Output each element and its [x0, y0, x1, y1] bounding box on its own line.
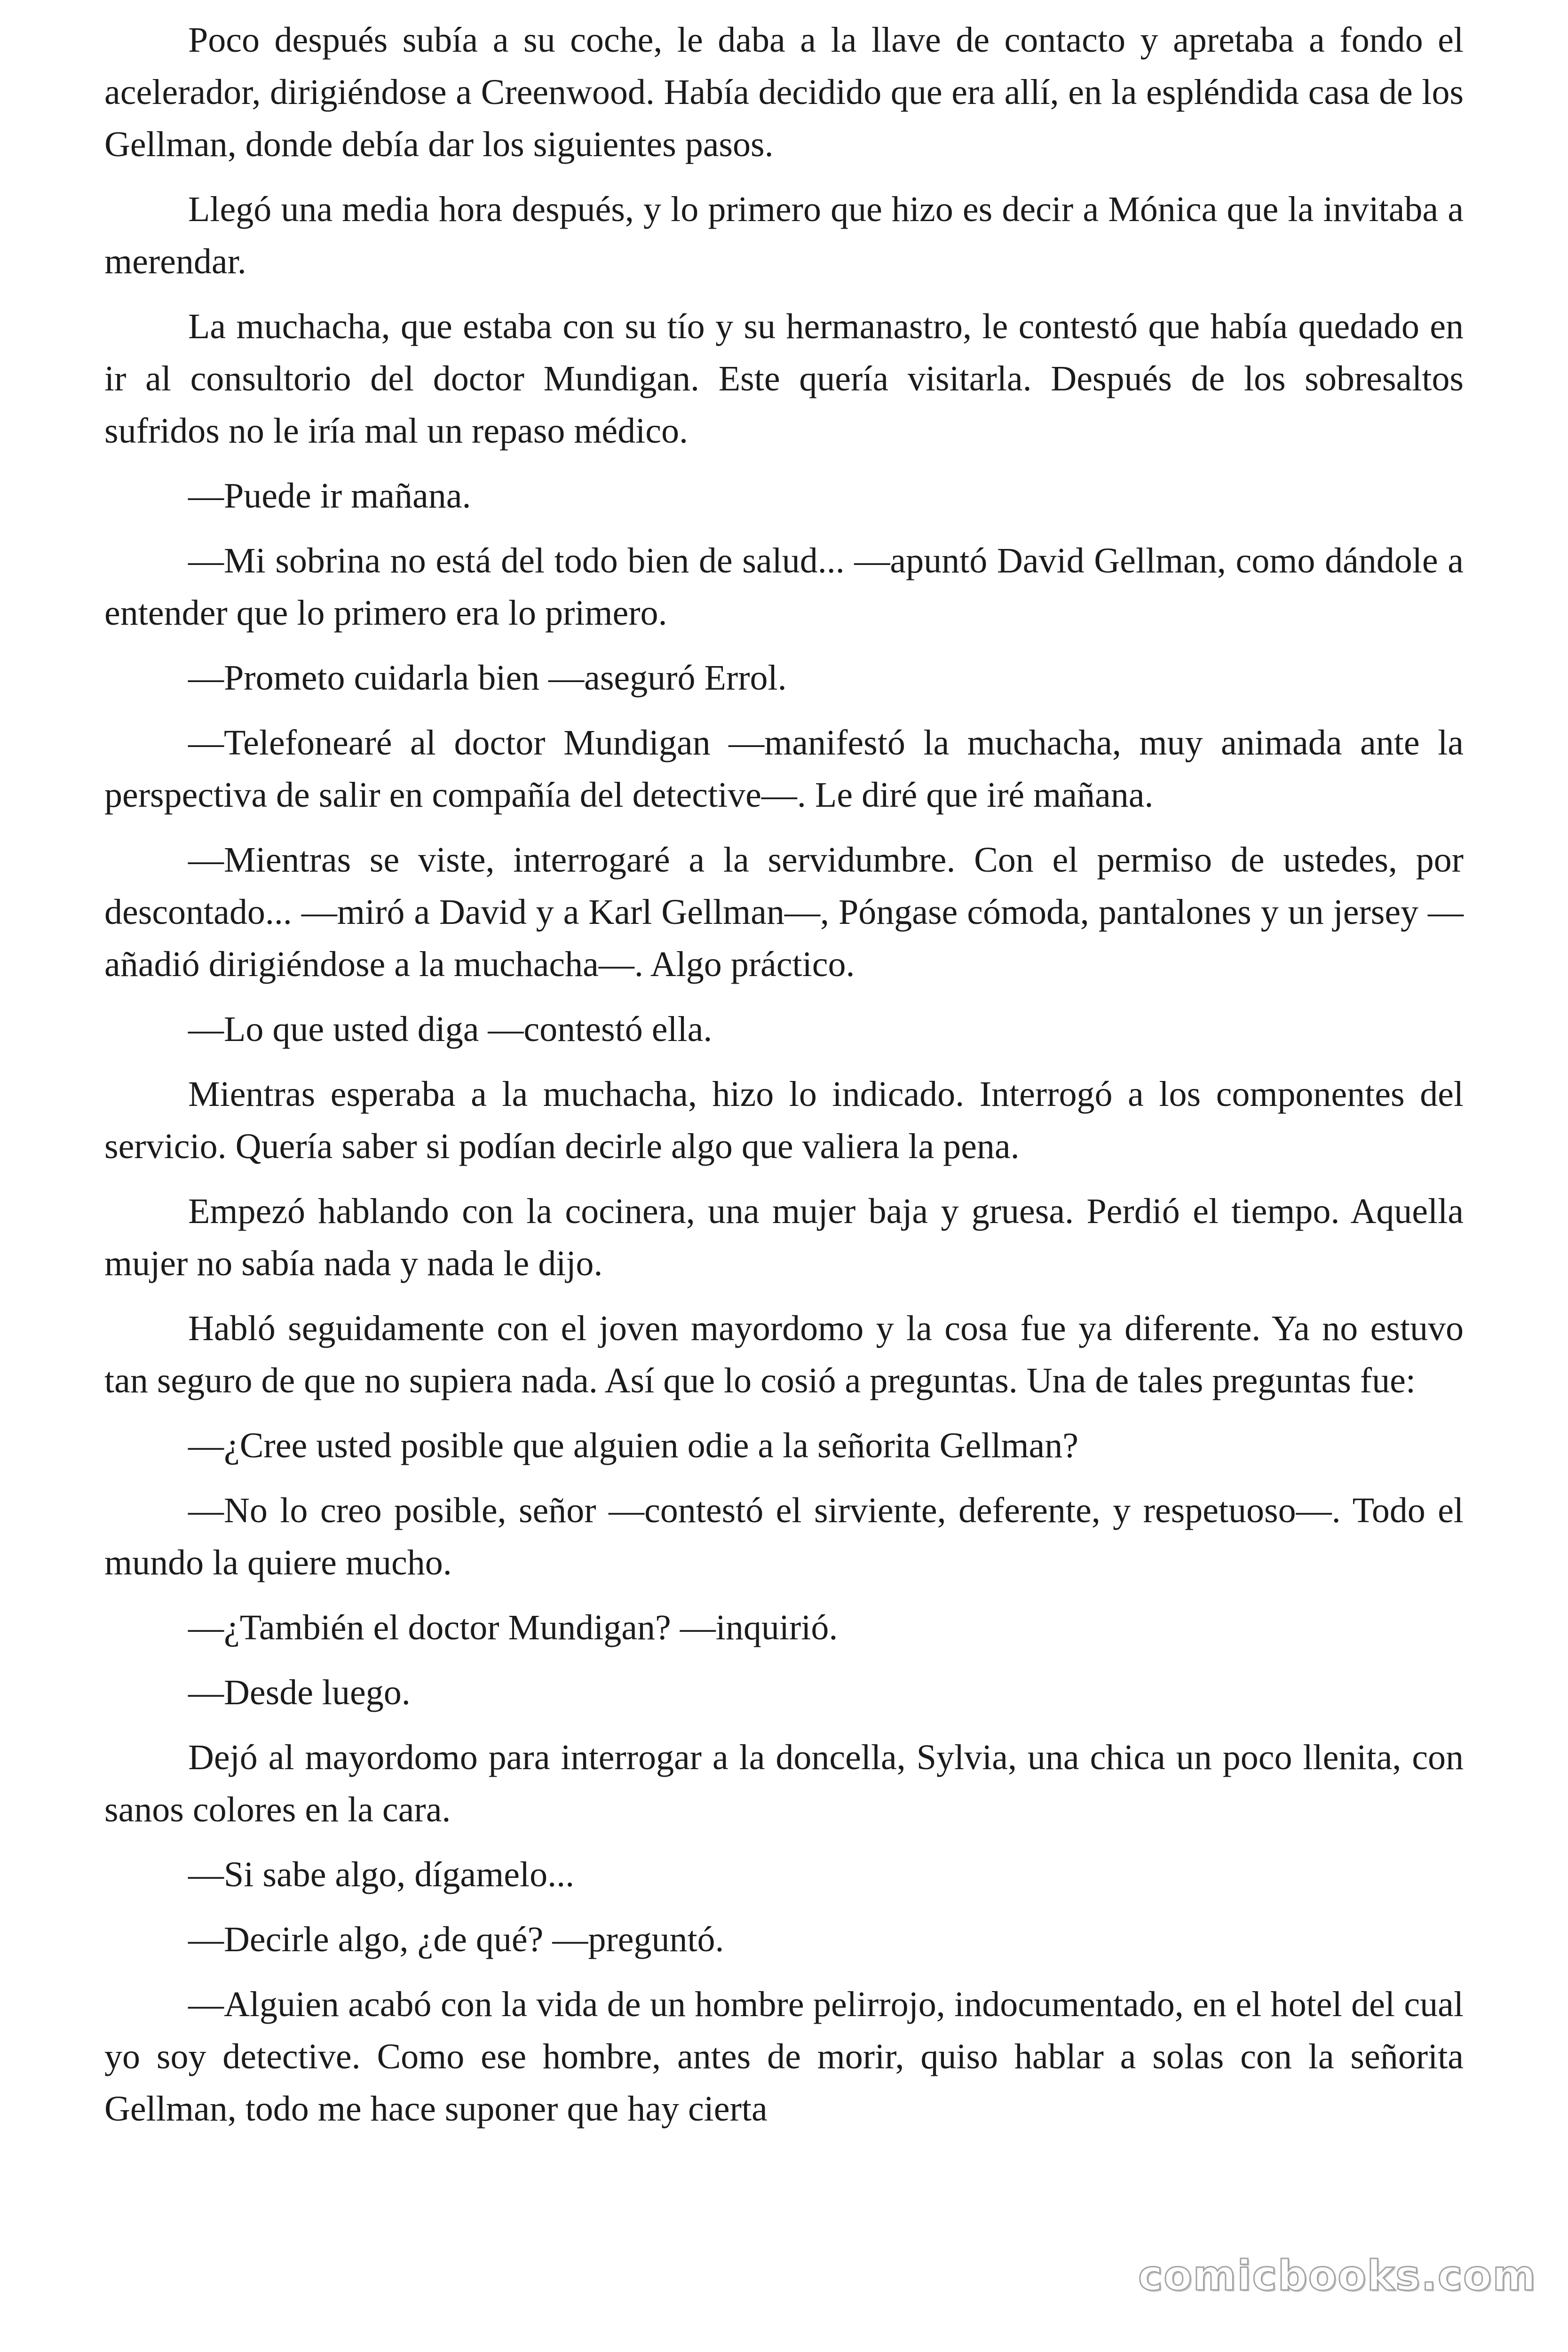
- paragraph: Habló seguidamente con el joven mayordomo y la cosa fue ya diferente. Ya no estuvo tan seguro de que no supiera nada. Así que lo cosió a preguntas. Una de tales preguntas fue:: [104, 1309, 1464, 1400]
- dialogue-line: —Mientras se viste, interrogaré a la servidumbre. Con el permiso de ustedes, por descontado... —miró a David y a Karl Gellman—, Póngase cómoda, pantalones y un jersey —añadió dirigiéndose a la muchacha—. Algo práctico.: [104, 840, 1464, 984]
- dialogue-line: —Lo que usted diga —contestó ella.: [188, 1009, 713, 1049]
- dialogue-line: —Desde luego.: [188, 1673, 411, 1712]
- dialogue-line: —Alguien acabó con la vida de un hombre pelirrojo, indocumentado, en el hotel del cual yo soy detective. Como ese hombre, antes de morir, quiso hablar a solas con la señorita Gellman, todo me hace suponer que hay cierta: [104, 1985, 1464, 2129]
- dialogue-line: —No lo creo posible, señor —contestó el sirviente, deferente, y respetuoso—. Todo el mundo la quiere mucho.: [104, 1491, 1464, 1582]
- dialogue-line: —Decirle algo, ¿de qué? —preguntó.: [188, 1920, 724, 1959]
- book-page-text: [104, 14, 1464, 2148]
- dialogue-line: —¿También el doctor Mundigan? —inquirió.: [188, 1608, 838, 1647]
- dialogue-line: —Prometo cuidarla bien —aseguró Errol.: [188, 658, 787, 698]
- paragraph: La muchacha, que estaba con su tío y su hermanastro, le contestó que había quedado en ir al consultorio del doctor Mundigan. Este quería visitarla. Después de los sobresaltos sufridos no le iría mal un repaso médico.: [104, 307, 1464, 451]
- paragraph: Poco después subía a su coche, le daba a la llave de contacto y apretaba a fondo el acelerador, dirigiéndose a Creenwood. Había decidido que era allí, en la espléndida casa de los Gellman, donde debía dar los siguientes pasos.: [104, 20, 1464, 164]
- dialogue-line: —¿Cree usted posible que alguien odie a la señorita Gellman?: [188, 1426, 1079, 1465]
- dialogue-line: —Telefonearé al doctor Mundigan —manifestó la muchacha, muy animada ante la perspectiva de salir en compañía del detective—. Le diré que iré mañana.: [104, 723, 1464, 815]
- paragraph: Dejó al mayordomo para interrogar a la doncella, Sylvia, una chica un poco llenita, con sanos colores en la cara.: [104, 1738, 1464, 1829]
- watermark-logo: comicbooks.com: [1138, 2251, 1537, 2300]
- paragraph: Llegó una media hora después, y lo primero que hizo es decir a Mónica que la invitaba a merendar.: [104, 190, 1464, 281]
- paragraph: Empezó hablando con la cocinera, una mujer baja y gruesa. Perdió el tiempo. Aquella mujer no sabía nada y nada le dijo.: [104, 1192, 1464, 1283]
- paragraph: Mientras esperaba a la muchacha, hizo lo indicado. Interrogó a los componentes del servicio. Quería saber si podían decirle algo que valiera la pena.: [104, 1074, 1464, 1166]
- dialogue-line: —Si sabe algo, dígamelo...: [188, 1855, 575, 1894]
- dialogue-line: —Mi sobrina no está del todo bien de salud... —apuntó David Gellman, como dándole a entender que lo primero era lo primero.: [104, 541, 1464, 633]
- dialogue-line: —Puede ir mañana.: [188, 476, 471, 516]
